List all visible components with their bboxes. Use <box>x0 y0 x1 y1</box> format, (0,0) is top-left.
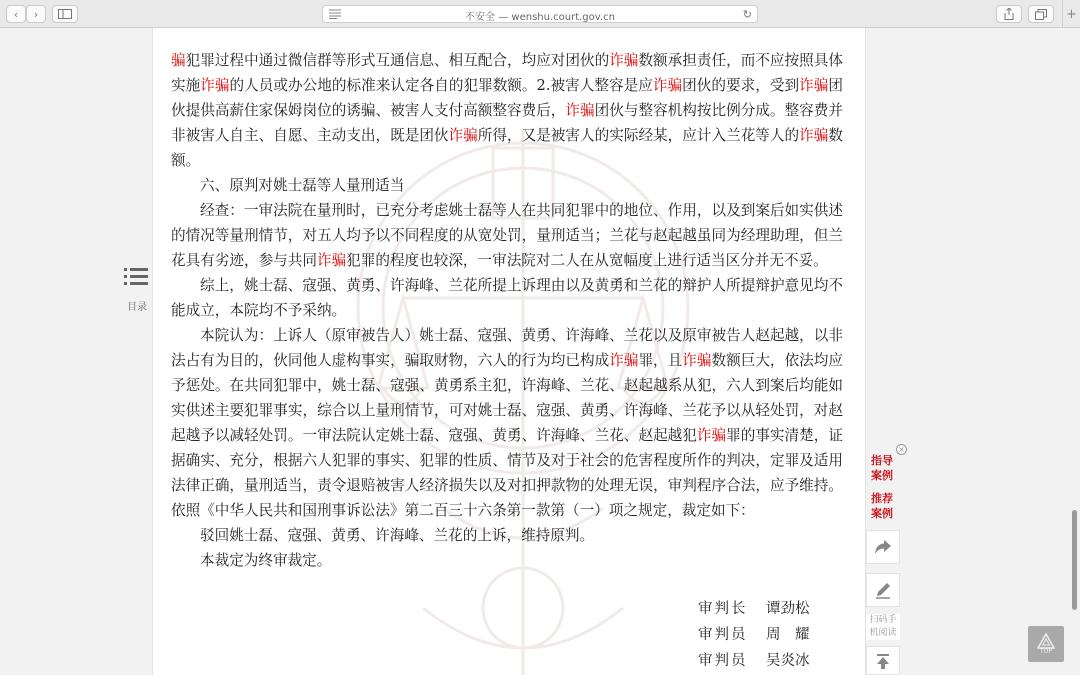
highlighted-keyword: 诈骗 <box>609 352 639 369</box>
highlighted-keyword: 诈骗 <box>200 77 230 94</box>
sidebar-toggle-button[interactable] <box>52 5 78 23</box>
judgment-text <box>171 48 843 573</box>
paragraph <box>171 48 843 173</box>
highlighted-keyword: 诈骗 <box>652 77 683 94</box>
toc-label: 目录 <box>127 302 147 313</box>
address-text: 不安全 — wenshu.court.gov.cn <box>465 12 615 23</box>
guide-case-link[interactable] <box>871 453 897 483</box>
highlighted-keyword: 诈骗 <box>448 127 478 144</box>
judge-row <box>698 648 810 674</box>
scan-read-button[interactable] <box>866 614 900 640</box>
toc-button[interactable] <box>124 266 150 313</box>
judge-row <box>698 596 810 622</box>
share-arrow-icon <box>874 539 892 555</box>
paragraph <box>171 548 843 573</box>
text-segment: 六、原判对姚士磊等人量刑适当 <box>200 177 405 194</box>
text-segment: 的人员或办公地的标准来认定各自的犯罪数额。2.被害人整容是应 <box>229 77 653 94</box>
triangle-up-icon <box>1037 633 1055 649</box>
text-segment: 罪的事实清楚，证据确实、充分，根据六人犯罪的事实、犯罪的性质、情节及对于社会的危害程度所作的判决，定罪及适用法律正确，量刑适当，责令退赔被害人经济损失以及对扣押款物的处理无误，审判程序合法，应予维持。依照《中华人民共和国刑事诉讼法》第二百三十六条第一款第（一）项之规定，裁定如下： <box>171 427 843 519</box>
text-segment: 数额巨大，依法均应予惩处。在共同犯罪中，姚士磊、寇强、黄勇系主犯，许海峰、兰花、赵起越系从犯，六人到案后均能如实供述主要犯罪事实，综合以上量刑情节，可对姚士磊、寇强、黄勇、许海峰、兰花予以从轻处罚，对赵起越予以减轻处罚。一审法院认定姚士磊、寇强、黄勇、许海峰、兰花、赵起越犯 <box>171 352 843 444</box>
highlighted-keyword: 诈骗 <box>696 427 727 444</box>
recommend-case-label-2: 案例 <box>871 507 893 520</box>
share-button[interactable] <box>996 5 1022 23</box>
text-segment: 罪，且 <box>638 352 683 369</box>
chevron-right-icon: › <box>33 7 39 21</box>
recommend-case-label-1: 推荐 <box>871 492 893 505</box>
scroll-up-tool-button[interactable] <box>866 646 900 675</box>
text-segment: 所得，又是被害人的实际经某，应计入兰花等人的 <box>477 127 800 144</box>
text-segment: 本裁定为终审裁定。 <box>200 552 332 569</box>
highlighted-keyword: 诈骗 <box>565 102 595 119</box>
paragraph <box>171 198 843 273</box>
tabs-icon <box>1035 9 1047 20</box>
address-bar[interactable] <box>322 5 758 23</box>
sidebar-icon <box>58 9 72 19</box>
top-label: TOP <box>1039 648 1052 655</box>
list-icon <box>124 266 150 294</box>
text-segment: 数额承担责任，而不应按照具体实施 <box>171 52 843 94</box>
scrollbar-thumb[interactable] <box>1072 510 1077 610</box>
highlighted-keyword: 诈骗 <box>316 252 347 269</box>
highlighted-keyword: 诈骗 <box>682 352 712 369</box>
text-segment: 团伙与整容机构按比例分成。整容费并非被害人自主、自愿、主动支出，既是团伙 <box>171 102 843 144</box>
scan-label-2: 机阅读 <box>869 628 897 638</box>
back-to-top-button[interactable] <box>1028 626 1064 662</box>
text-segment: 经查：一审法院在量刑时，已充分考虑姚士磊等人在共同犯罪中的地位、作用，以及到案后如实供述的情况等量刑情节，对五人均予以不同程度的从宽处罚，量刑适当；兰花与赵起越虽同为经理助理，但兰花具有劣迹，参与共同 <box>171 202 843 269</box>
judge-role: 审判员 <box>698 627 748 643</box>
chevron-left-icon: ‹ <box>13 7 19 21</box>
browser-toolbar <box>0 0 1080 28</box>
back-button[interactable] <box>6 5 26 23</box>
guide-case-label-2: 案例 <box>871 469 893 482</box>
text-segment: 团伙的要求，受到 <box>682 77 800 94</box>
judge-role: 审判员 <box>698 653 748 669</box>
text-segment: 综上，姚士磊、寇强、黄勇、许海峰、兰花所提上诉理由以及黄勇和兰花的辩护人所提辩护意见均不能成立，本院均不予采纳。 <box>171 277 843 319</box>
new-tab-button[interactable]: + <box>1062 0 1080 28</box>
judge-name: 谭劲松 <box>766 601 810 617</box>
judge-role: 审判长 <box>698 601 748 617</box>
text-segment: 犯罪过程中通过微信群等形式互通信息、相互配合，均应对团伙的 <box>185 52 610 69</box>
text-segment: 团伙提供高薪住家保姆岗位的诱骗、被害人支付高额整容费后， <box>171 77 843 119</box>
document-page <box>152 28 866 675</box>
highlighted-keyword: 骗 <box>171 52 186 69</box>
recommend-case-link[interactable] <box>871 491 897 521</box>
tabs-button[interactable] <box>1028 5 1054 23</box>
paragraph <box>171 323 843 523</box>
judge-row <box>698 622 810 648</box>
close-icon[interactable]: × <box>896 444 907 455</box>
text-segment: 本院认为：上诉人（原审被告人）姚士磊、寇强、黄勇、许海峰、兰花以及原审被告人赵起越，以非法占有为目的，伙同他人虚构事实，骗取财物，六人的行为均已构成 <box>171 327 843 369</box>
arrow-up-icon <box>875 653 891 669</box>
judge-signatures <box>698 596 810 674</box>
text-segment: 犯罪的程度也较深，一审法院对二人在从宽幅度上进行适当区分并无不妥。 <box>346 252 828 269</box>
judge-name: 周 耀 <box>766 627 810 643</box>
text-segment: 数额。 <box>171 127 843 169</box>
guide-case-label-1: 指导 <box>871 454 893 467</box>
share-tool-button[interactable] <box>866 530 900 564</box>
text-segment: 驳回姚士磊、寇强、黄勇、许海峰、兰花的上诉，维持原判。 <box>200 527 595 544</box>
paragraph <box>171 523 843 548</box>
reload-icon[interactable]: ↻ <box>742 8 752 21</box>
highlighted-keyword: 诈骗 <box>609 52 639 69</box>
scan-label-1: 扫码手 <box>869 615 897 625</box>
paragraph <box>171 273 843 323</box>
pencil-icon <box>874 581 892 599</box>
forward-button[interactable] <box>26 5 46 23</box>
edit-tool-button[interactable] <box>866 573 900 607</box>
paragraph <box>171 173 843 198</box>
judge-name: 吴炎冰 <box>766 653 810 669</box>
highlighted-keyword: 诈骗 <box>799 127 829 144</box>
highlighted-keyword: 诈骗 <box>799 77 829 94</box>
share-icon <box>1004 8 1014 20</box>
